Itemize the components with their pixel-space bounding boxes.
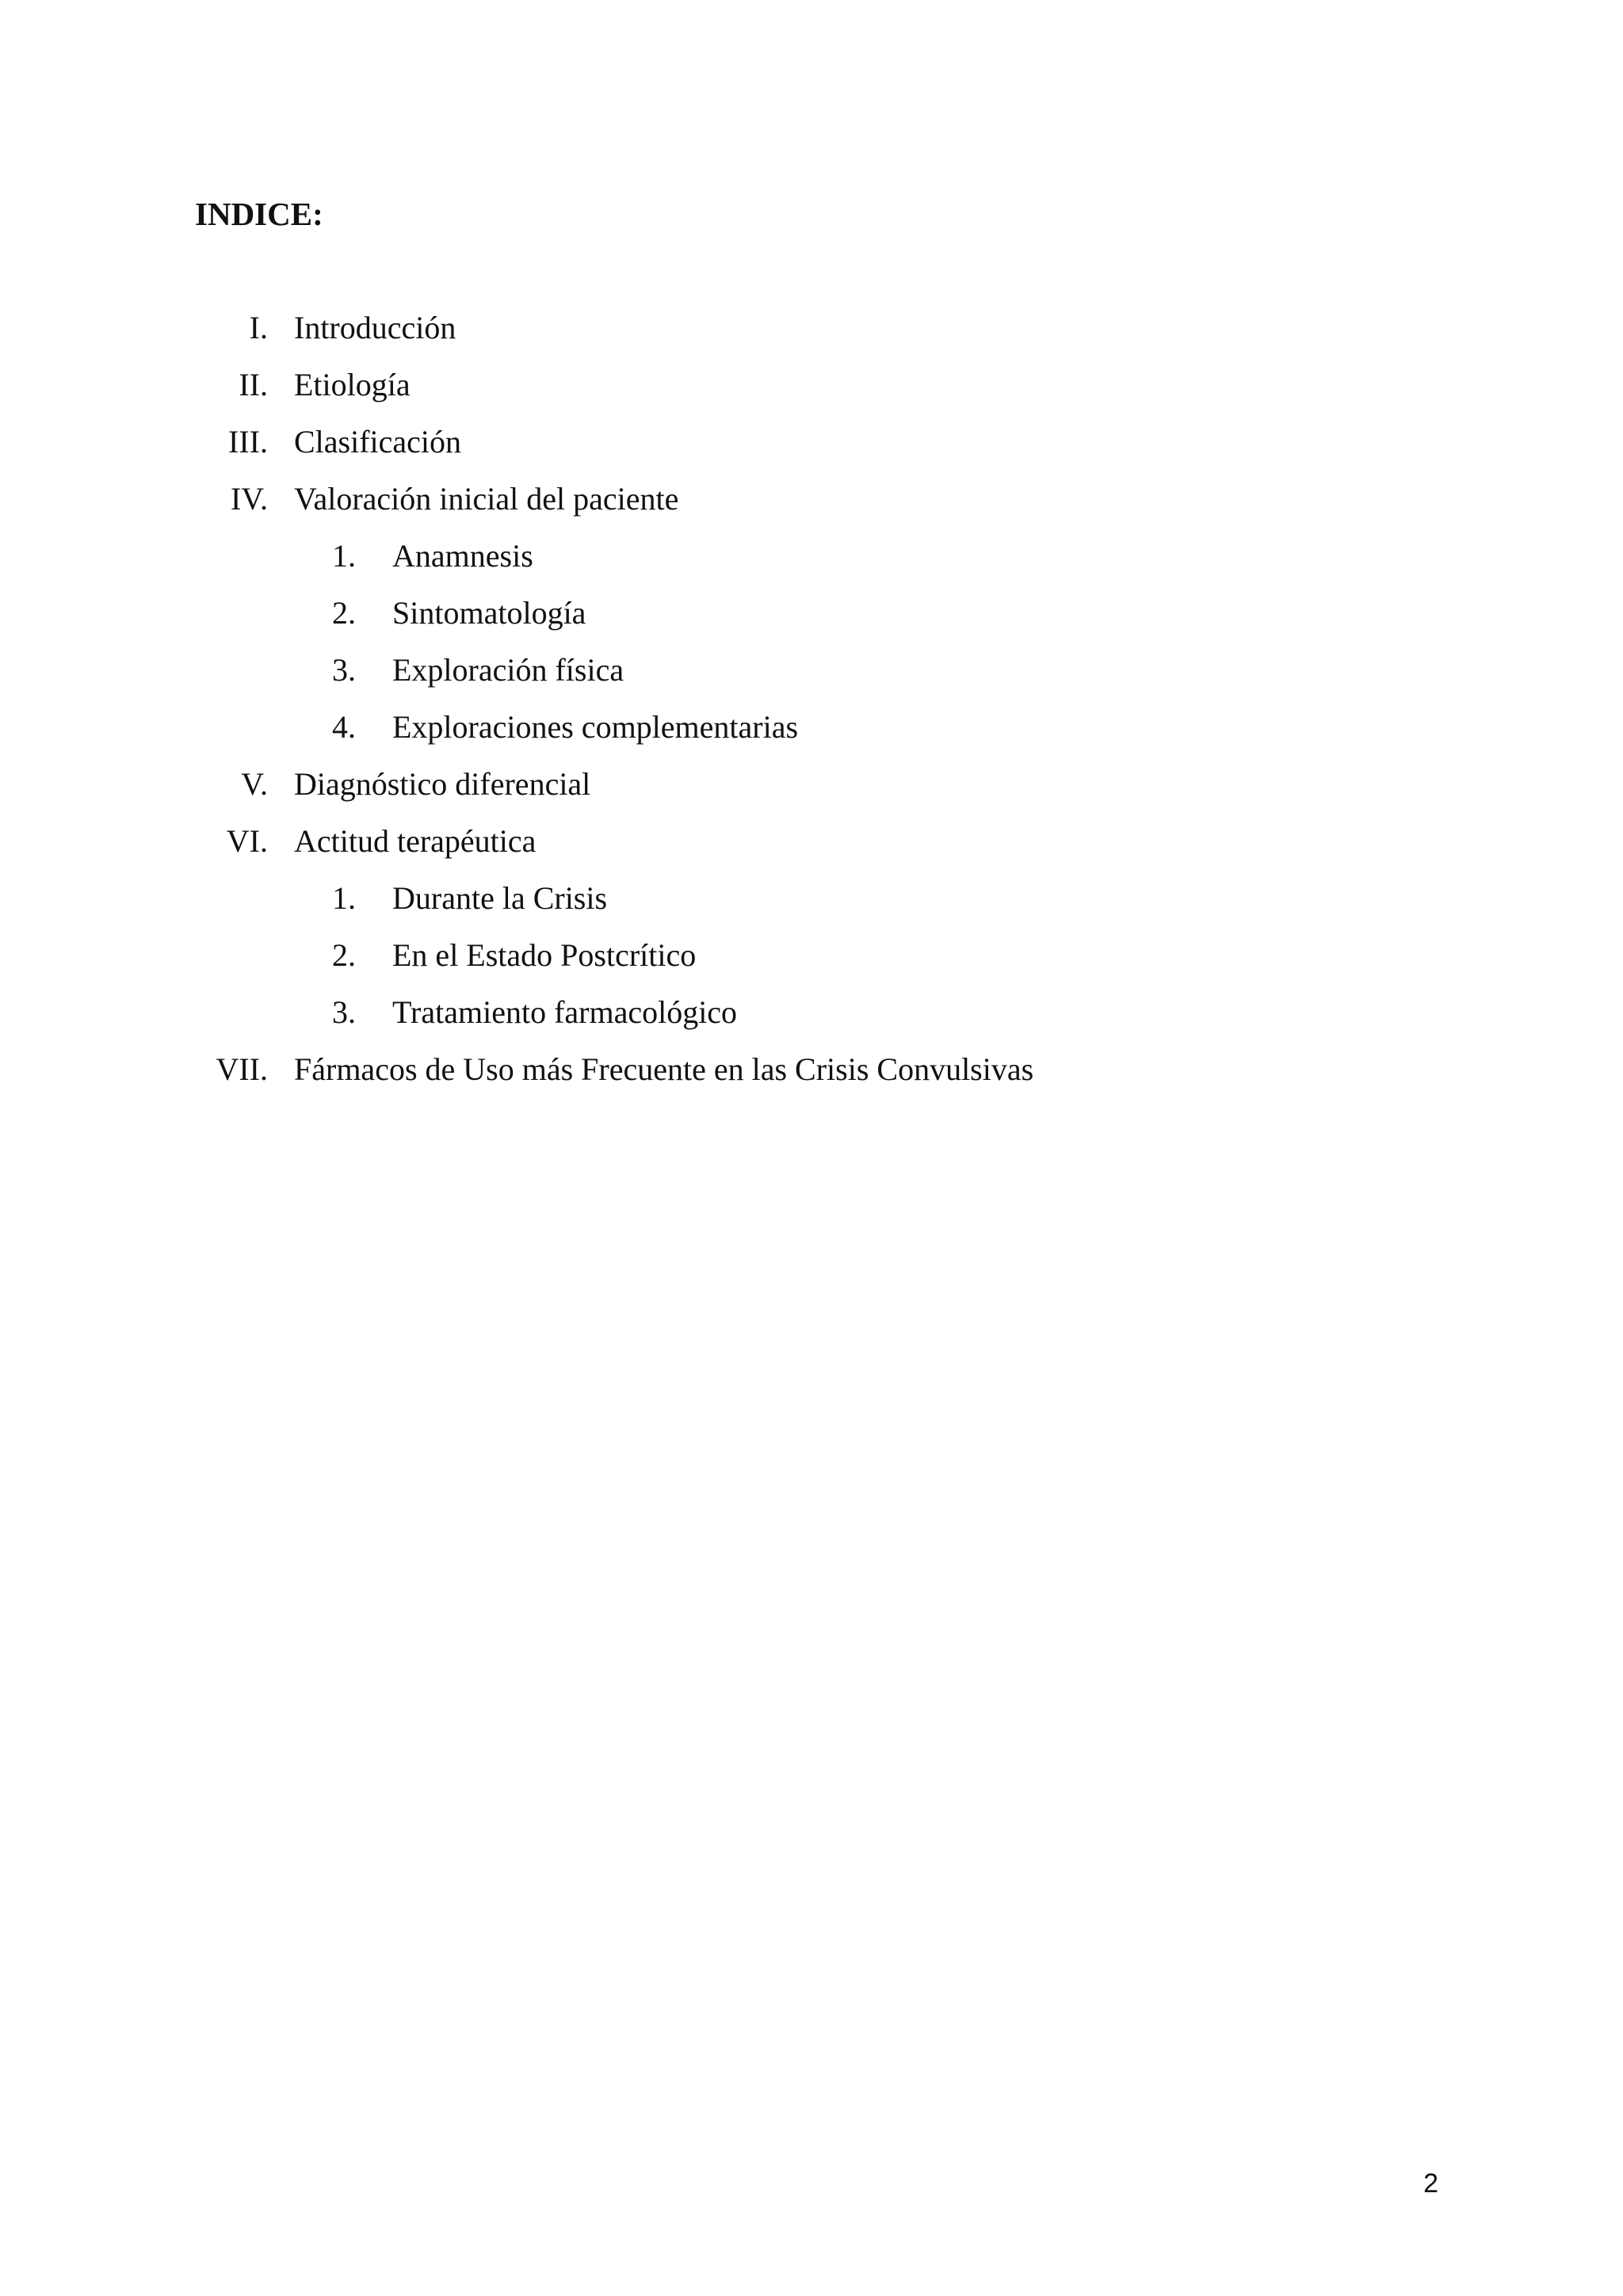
page-number: 2 bbox=[1423, 2168, 1438, 2199]
toc-entry bbox=[0, 819, 1623, 876]
index-heading: INDICE: bbox=[195, 196, 323, 232]
toc-entry-title: Fármacos de Uso más Frecuente en las Crisis Convulsivas bbox=[294, 1051, 1034, 1087]
toc-subentry-number: 1. bbox=[332, 538, 356, 574]
toc-subentry bbox=[0, 705, 1623, 762]
toc-subentry bbox=[0, 876, 1623, 933]
toc-entry bbox=[0, 306, 1623, 363]
toc-entry-number: V. bbox=[241, 766, 268, 802]
toc-subentry-title: Sintomatología bbox=[392, 595, 586, 631]
toc-subentry-title: Durante la Crisis bbox=[392, 880, 608, 916]
toc-subentry bbox=[0, 990, 1623, 1047]
toc-entry-title: Actitud terapéutica bbox=[294, 823, 537, 859]
toc-entry-title: Clasificación bbox=[294, 424, 462, 460]
toc-entry-number: I. bbox=[249, 310, 268, 345]
toc-subentry-number: 4. bbox=[332, 709, 356, 745]
toc-subentry-number: 1. bbox=[332, 880, 356, 916]
toc-subentry bbox=[0, 648, 1623, 705]
toc-entry-number: IV. bbox=[230, 481, 268, 517]
toc-subentry-number: 3. bbox=[332, 994, 356, 1030]
toc-entry-title: Etiología bbox=[294, 367, 411, 402]
toc-subentry-title: En el Estado Postcrítico bbox=[392, 937, 697, 973]
toc-entry-title: Introducción bbox=[294, 310, 456, 345]
toc-subentry-number: 3. bbox=[332, 652, 356, 688]
toc-entry bbox=[0, 1047, 1623, 1104]
toc-subentry bbox=[0, 933, 1623, 990]
toc-subentry-number: 2. bbox=[332, 595, 356, 631]
table-of-contents bbox=[0, 306, 1623, 1104]
toc-entry bbox=[0, 420, 1623, 477]
toc-subentry-title: Anamnesis bbox=[392, 538, 533, 574]
toc-entry-title: Diagnóstico diferencial bbox=[294, 766, 591, 802]
toc-subentry-title: Tratamiento farmacológico bbox=[392, 994, 738, 1030]
toc-entry-number: VI. bbox=[226, 823, 268, 859]
toc-subentry-number: 2. bbox=[332, 937, 356, 973]
toc-subentry-title: Exploración física bbox=[392, 652, 624, 688]
toc-entry-number: VII. bbox=[216, 1051, 268, 1087]
toc-entry-number: II. bbox=[239, 367, 268, 402]
toc-subentry bbox=[0, 591, 1623, 648]
toc-entry bbox=[0, 477, 1623, 534]
toc-entry-title: Valoración inicial del paciente bbox=[294, 481, 679, 517]
toc-subentry bbox=[0, 534, 1623, 591]
toc-subentry-title: Exploraciones complementarias bbox=[392, 709, 799, 745]
toc-entry bbox=[0, 762, 1623, 819]
toc-entry-number: III. bbox=[228, 424, 268, 460]
toc-entry bbox=[0, 363, 1623, 420]
